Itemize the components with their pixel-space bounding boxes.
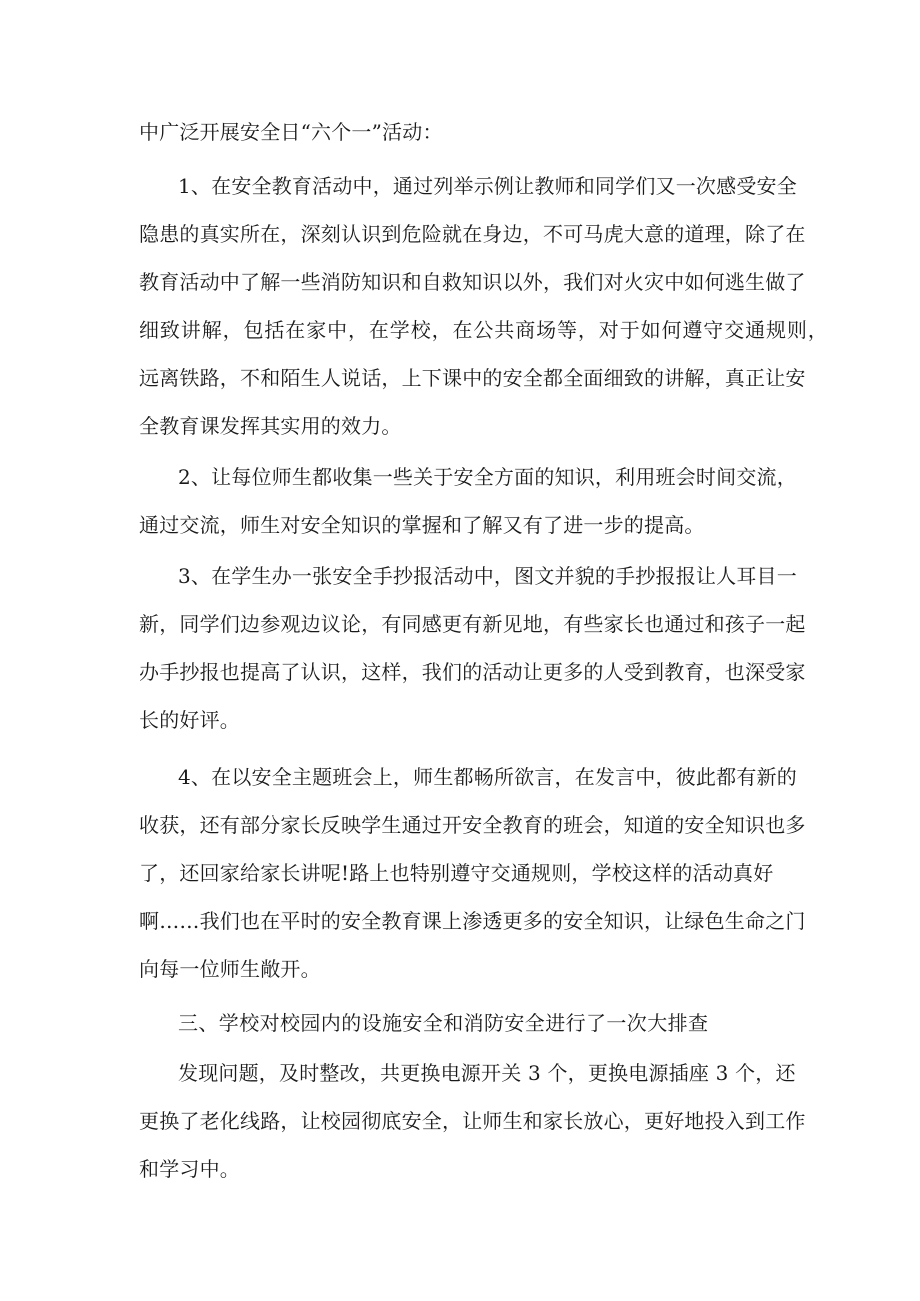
text-line: 向每一位师生敞开。 [139, 957, 321, 981]
text-line: 中广泛开展安全日“六个一”活动： [139, 120, 443, 144]
text-line: 隐患的真实所在，深刻认识到危险就在身边，不可马虎大意的道理，除了在 [139, 222, 806, 246]
text-line: 全教育课发挥其实用的效力。 [139, 414, 402, 438]
text-line: 教育活动中了解一些消防知识和自救知识以外，我们对火灾中如何逃生做了 [139, 270, 806, 294]
text-line: 3、在学生办一张安全手抄报活动中，图文并貌的手抄报报让人耳目一 [178, 564, 797, 588]
text-line: 4、在以安全主题班会上，师生都畅所欲言，在发言中，彼此都有新的 [178, 765, 797, 789]
text-line: 了，还回家给家长讲呢!路上也特别遵守交通规则，学校这样的活动真好 [139, 861, 774, 885]
text-line: 1、在安全教育活动中，通过列举示例让教师和同学们又一次感受安全 [178, 174, 797, 198]
text-line: 2、让每位师生都收集一些关于安全方面的知识，利用班会时间交流， [178, 465, 797, 489]
text-line: 啊……我们也在平时的安全教育课上渗透更多的安全知识，让绿色生命之门 [139, 909, 806, 933]
text-line: 远离铁路，不和陌生人说话，上下课中的安全都全面细致的讲解，真正让安 [139, 366, 806, 390]
text-line: 细致讲解，包括在家中，在学校，在公共商场等，对于如何遵守交通规则， [139, 318, 829, 342]
text-line: 和学习中。 [139, 1157, 240, 1181]
text-line: 长的好评。 [139, 708, 240, 732]
text-line: 办手抄报也提高了认识，这样，我们的活动让更多的人受到教育，也深受家 [139, 660, 806, 684]
text-line: 更换了老化线路，让校园彻底安全，让师生和家长放心，更好地投入到工作 [139, 1109, 806, 1133]
text-line: 发现问题，及时整改，共更换电源开关 3 个，更换电源插座 3 个，还 [178, 1061, 796, 1085]
text-line: 收获，还有部分家长反映学生通过开安全教育的班会，知道的安全知识也多 [139, 813, 806, 837]
text-line: 新，同学们边参观边议论，有同感更有新见地，有些家长也通过和孩子一起 [139, 612, 806, 636]
text-line: 通过交流，师生对安全知识的掌握和了解又有了进一步的提高。 [139, 513, 705, 537]
section-heading: 三、学校对校园内的设施安全和消防安全进行了一次大排查 [178, 1011, 709, 1035]
